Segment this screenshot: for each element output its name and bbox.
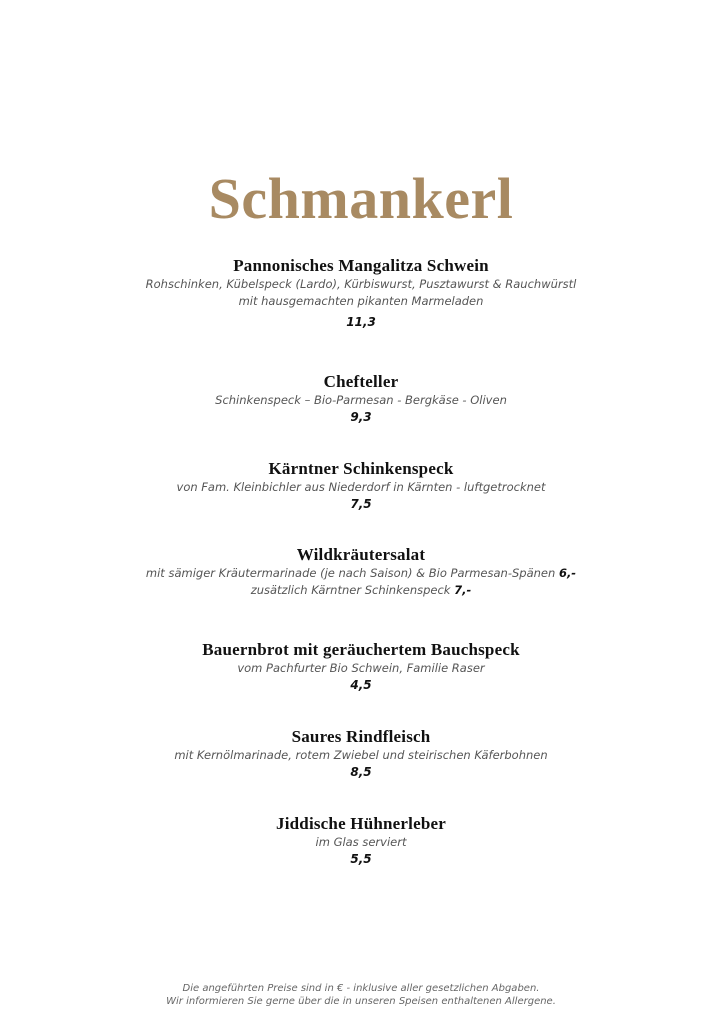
menu-item-description: vom Pachfurter Bio Schwein, Familie Raser [237, 661, 485, 675]
menu-item-description: im Glas serviert [315, 835, 407, 849]
menu-item-description: mit hausgemachten pikanten Marmeladen [238, 294, 484, 308]
menu-item-name: Bauernbrot mit geräuchertem Bauchspeck [202, 640, 520, 659]
menu-item [0, 372, 722, 426]
menu-item [0, 545, 722, 599]
menu-item-description-text: zusätzlich Kärntner Schinkenspeck [250, 583, 451, 597]
footer-line: Wir informieren Sie gerne über die in unseren Speisen enthaltenen Allergene. [166, 996, 556, 1007]
menu-item [0, 640, 722, 694]
menu-item-name: Chefteller [323, 372, 399, 391]
footer-note [0, 982, 722, 1008]
menu-item-name: Kärntner Schinkenspeck [268, 459, 454, 478]
menu-item-description: Schinkenspeck – Bio-Parmesan - Bergkäse - Oliven [215, 393, 507, 407]
menu-item-name: Jiddische Hühnerleber [276, 814, 446, 833]
menu-item [0, 256, 722, 331]
footer-line: Die angeführten Preise sind in € - inklusive aller gesetzlichen Abgaben. [182, 983, 540, 994]
menu-item-name: Wildkräutersalat [296, 545, 426, 564]
menu-item-price: 11,3 [346, 315, 376, 329]
menu-item-description: mit Kernölmarinade, rotem Zwiebel und steirischen Käferbohnen [174, 748, 548, 762]
menu-item-price: 5,5 [350, 852, 372, 866]
menu-item-price: 9,3 [350, 410, 372, 424]
menu-item-price: 4,5 [350, 678, 372, 692]
menu-item-description: Rohschinken, Kübelspeck (Lardo), Kürbiswurst, Pusztawurst & Rauchwürstl [145, 277, 577, 291]
menu-item-description-text: mit sämiger Kräutermarinade (je nach Saison) & Bio Parmesan-Spänen [145, 566, 556, 580]
menu-item-price: 7,5 [350, 497, 372, 511]
menu-item-price: 6,- [558, 566, 577, 580]
menu-item [0, 727, 722, 781]
menu-item-description-line [0, 582, 722, 599]
menu-item-name: Saures Rindfleisch [291, 727, 431, 746]
menu-item-description: von Fam. Kleinbichler aus Niederdorf in Kärnten - luftgetrocknet [176, 480, 546, 494]
menu-item-name: Pannonisches Mangalitza Schwein [233, 256, 489, 275]
menu-item-price: 7,- [454, 583, 472, 597]
menu-item-description-line [0, 565, 722, 582]
menu-item [0, 814, 722, 868]
menu-item-price: 8,5 [350, 765, 372, 779]
menu-item [0, 459, 722, 513]
menu-title: Schmankerl [208, 166, 514, 231]
